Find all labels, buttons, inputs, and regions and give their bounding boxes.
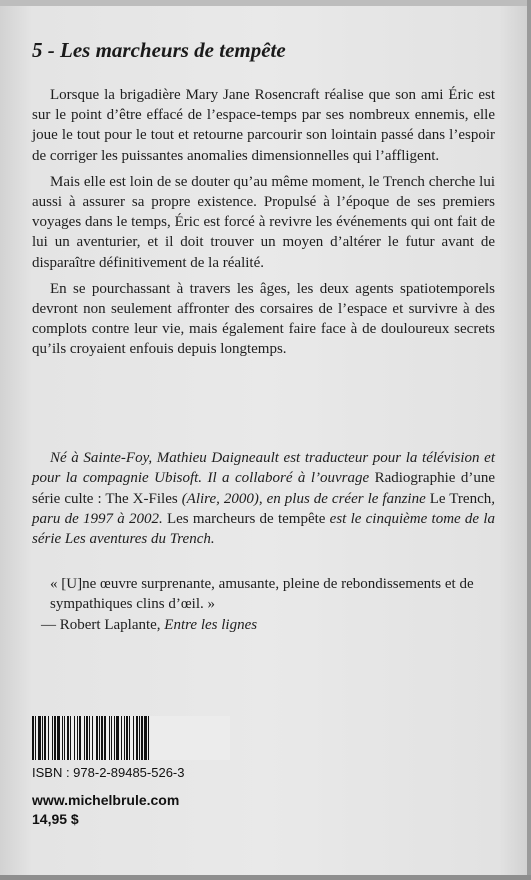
synopsis-paragraph-2: Mais elle est loin de se douter qu’au même moment, le Trench cherche lui aussi à assurer sa propre existence. Propulsé à l’époque de ses premiers voyages dans le temps, Éric est forcé à revivre les événements qui ont fait de lui un aventurier, et il doit trouver un moyen d’altérer le futur avant de disparaître définitivement de la réalité. bbox=[32, 173, 495, 271]
cover-right-edge bbox=[527, 0, 531, 880]
isbn-barcode bbox=[32, 716, 230, 760]
bio-book-title: Les marcheurs de tempête bbox=[166, 510, 326, 527]
quote-author: — Robert Laplante, bbox=[41, 616, 165, 633]
bio-work-title: Radiographie d’une série culte : The X-Files bbox=[32, 470, 495, 507]
bio-text-1: Né à Sainte-Foy, Mathieu Daigneault est traducteur pour la télévision et pour la compagnie Ubisoft. Il a collaboré à l’ouvrage bbox=[32, 450, 495, 487]
bio-text-3: , paru de 1997 à 2002. bbox=[32, 490, 495, 527]
synopsis bbox=[32, 85, 495, 366]
author-bio bbox=[32, 448, 495, 549]
bio-text-4: est le cinquième tome de la série Les aventures du Trench. bbox=[32, 510, 495, 548]
cover-bottom-edge bbox=[0, 875, 531, 880]
book-title: 5 - Les marcheurs de tempête bbox=[32, 38, 286, 62]
bio-text-2: (Alire, 2000), en plus de créer le fanzine bbox=[177, 490, 430, 507]
quote-text: « [U]ne œuvre surprenante, amusante, pleine de rebondissements et de sympathiques clins d’œil. » bbox=[50, 576, 474, 613]
publisher-website: www.michelbrule.com bbox=[32, 792, 180, 808]
cover-top-edge bbox=[0, 0, 531, 6]
bio-fanzine-title: Le Trench bbox=[429, 490, 492, 507]
review-quote bbox=[32, 574, 502, 635]
quote-publication: Entre les lignes bbox=[164, 616, 258, 633]
quote-source bbox=[32, 615, 502, 635]
barcode-bar bbox=[149, 716, 151, 760]
synopsis-paragraph-1: Lorsque la brigadière Mary Jane Rosencraft réalise que son ami Éric est sur le point d’être effacé de l’espace-temps par ses nombreux ennemis, elle joue le tout pour le tout et retourne parcourir son lointain passé dans l’espoir de corriger les puissantes anomalies dimensionnelles qui l’affligent. bbox=[32, 87, 495, 164]
synopsis-paragraph-3: En se pourchassant à travers les âges, les deux agents spatiotemporels devront non seulement affronter des corsaires de l’espace et survivre à des complots contre leur vie, mais également faire face à de douloureux secrets qu’ils croyaient enfouis depuis longtemps. bbox=[32, 280, 495, 358]
isbn-number: ISBN : 978-2-89485-526-3 bbox=[32, 765, 185, 780]
book-price: 14,95 $ bbox=[32, 811, 79, 827]
